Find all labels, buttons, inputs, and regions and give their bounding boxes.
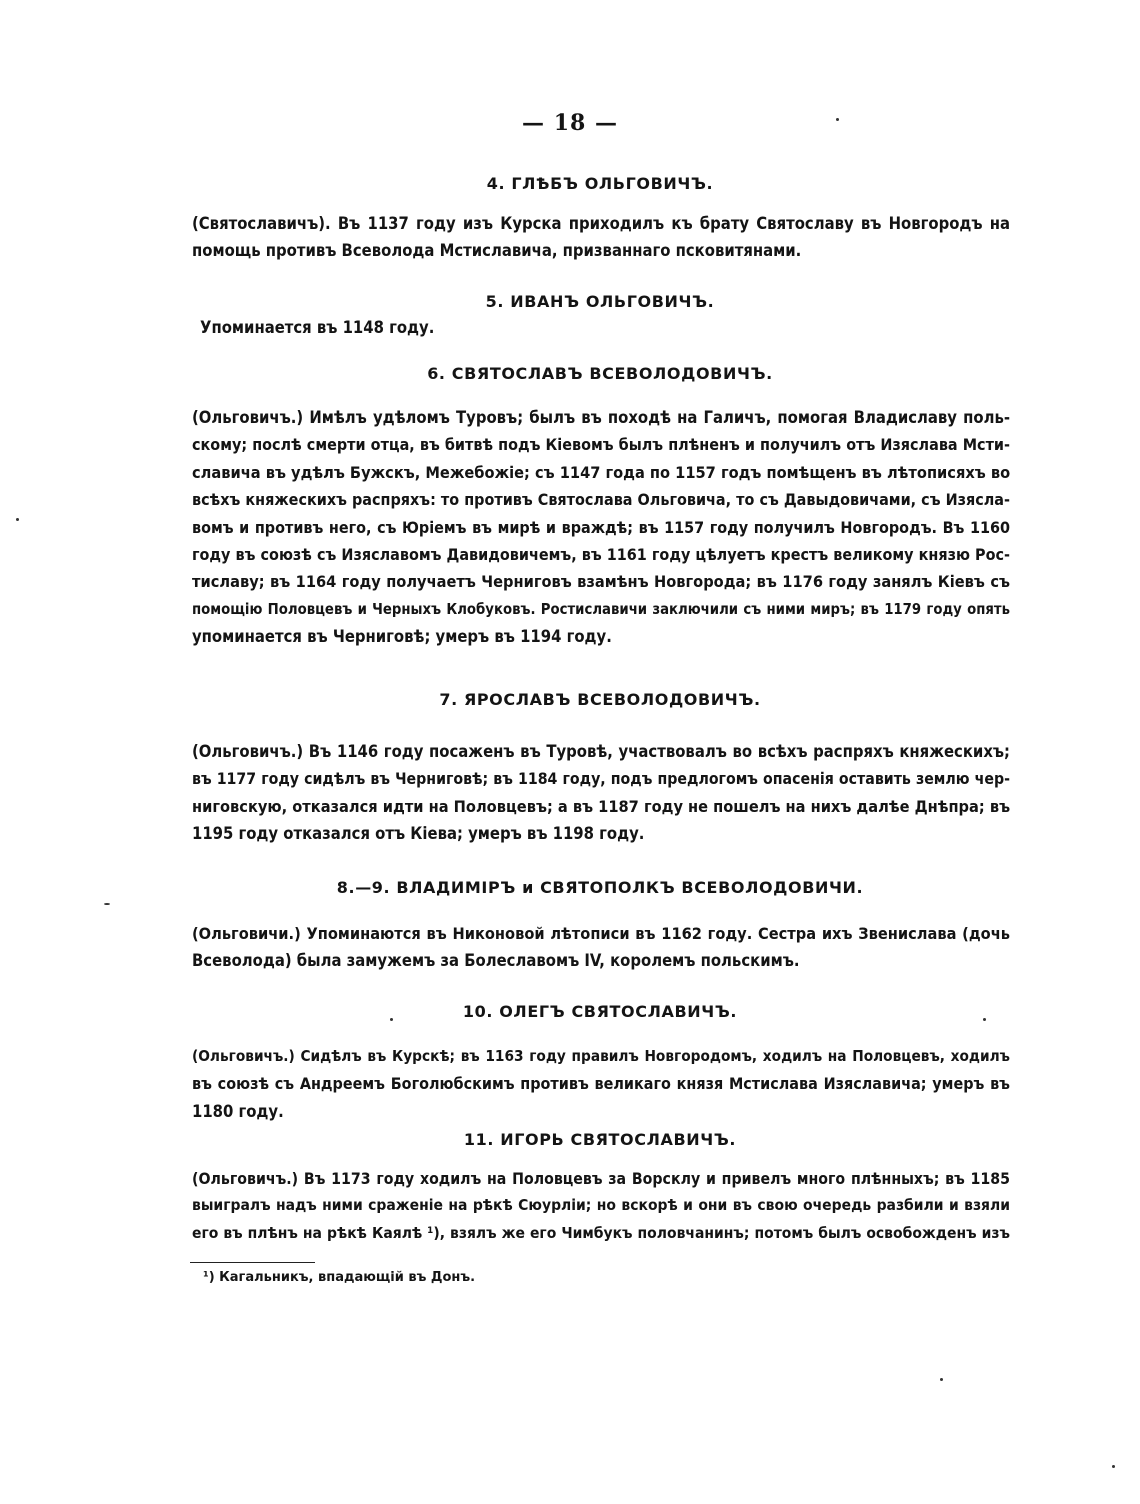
- page-number: — 18 —: [522, 110, 618, 136]
- text-line: вомъ и противъ него, съ Юріемъ въ мирѣ и враждѣ; въ 1157 году получилъ Новгородъ. Въ 1160: [192, 517, 1010, 537]
- scan-speck: [836, 118, 839, 121]
- section-body-10: [192, 1043, 1010, 1125]
- scan-speck: [390, 1018, 393, 1021]
- text-line: тиславу; въ 1164 году получаетъ Черниговъ взамѣнъ Новгорода; въ 1176 году занялъ Кіевъ съ: [192, 572, 1010, 592]
- section-heading-4: 4. ГЛѢБЪ ОЛЬГОВИЧЪ.: [486, 174, 714, 193]
- text-line: (Ольговичъ.) Имѣлъ удѣломъ Туровъ; былъ въ походѣ на Галичъ, помогая Владиславу поль-: [192, 408, 1010, 427]
- text-line: (Ольговичъ.) Сидѣлъ въ Курскѣ; въ 1163 году правилъ Новгородомъ, ходилъ на Половцевъ, ходилъ: [192, 1047, 1010, 1065]
- text-line: въ 1177 году сидѣлъ въ Черниговѣ; въ 1184 году, подъ предлогомъ опасенія оставить землю чер-: [192, 769, 1010, 789]
- section-heading-8-9: 8.—9. ВЛАДИМІРЪ и СВЯТОПОЛКЪ ВСЕВОЛОДОВИЧИ.: [336, 878, 864, 897]
- text-line: славича въ удѣлъ Бужскъ, Межебожіе; съ 1147 года по 1157 годъ помѣщенъ въ лѣтописяхъ во: [192, 462, 1011, 482]
- section-heading-10: 10. ОЛЕГЪ СВЯТОСЛАВИЧЪ.: [462, 1002, 738, 1021]
- text-line: (Святославичъ). Въ 1137 году изъ Курска приходилъ къ брату Святославу въ Новгородъ на: [192, 214, 1010, 233]
- text-line: его въ плѣнъ на рѣкѣ Каялѣ ¹), взялъ же его Чимбукъ половчанинъ; потомъ былъ освобожденъ изъ: [192, 1223, 1010, 1242]
- text-line: году въ союзѣ съ Изяславомъ Давидовичемъ, въ 1161 году цѣлуетъ крестъ великому князю Рос-: [192, 545, 1010, 565]
- section-heading-11: 11. ИГОРЬ СВЯТОСЛАВИЧЪ.: [463, 1130, 737, 1149]
- section-body-4: [192, 210, 1010, 265]
- text-line: помощію Половцевъ и Черныхъ Клобуковъ. Ростиславичи заключили съ ними миръ; въ 1179 году опять: [192, 600, 1010, 618]
- text-line: Упоминается въ 1148 году.: [200, 318, 435, 337]
- scan-speck: [983, 1018, 986, 1021]
- text-line: помощь противъ Всеволода Мстиславича, призваннаго псковитянами.: [192, 241, 802, 261]
- scan-speck: [940, 1378, 943, 1381]
- text-line: (Ольговичи.) Упоминаются въ Никоновой лѣтописи въ 1162 году. Сестра ихъ Звенислава (дочь: [192, 924, 1010, 943]
- scan-speck: [1112, 1465, 1115, 1468]
- text-line: 1180 году.: [192, 1101, 284, 1121]
- text-line: Всеволода) была замужемъ за Болеславомъ IV, королемъ польскимъ.: [192, 951, 800, 971]
- section-heading-5: 5. ИВАНЪ ОЛЬГОВИЧЪ.: [485, 292, 715, 311]
- section-heading-7: 7. ЯРОСЛАВЪ ВСЕВОЛОДОВИЧЪ.: [439, 690, 761, 709]
- text-line: 1195 году отказался отъ Кіева; умеръ въ 1198 году.: [192, 824, 645, 844]
- footnote: ¹) Кагальникъ, впадающій въ Донъ.: [203, 1270, 476, 1285]
- section-body-6: [192, 404, 1010, 651]
- section-body-7: [192, 738, 1010, 848]
- footnote-divider: [190, 1262, 315, 1263]
- section-body-11: [192, 1165, 1010, 1247]
- text-line: скому; послѣ смерти отца, въ битвѣ подъ Кіевомъ былъ плѣненъ и получилъ отъ Изяслава Мсти-: [192, 435, 1010, 455]
- text-line: въ союзѣ съ Андреемъ Боголюбскимъ противъ великаго князя Мстислава Изяславича; умеръ въ: [192, 1074, 1010, 1094]
- section-body-8-9: [192, 920, 1010, 975]
- text-line: всѣхъ княжескихъ распряхъ: то противъ Святослава Ольговича, то съ Давыдовичами, съ Изясла-: [192, 490, 1010, 510]
- scan-speck: [16, 518, 19, 521]
- section-body-5: [200, 314, 1018, 341]
- text-line: упоминается въ Черниговѣ; умеръ въ 1194 году.: [192, 627, 612, 647]
- text-line: выигралъ надъ ними сраженіе на рѣкѣ Сюурліи; но вскорѣ и они въ свою очередь разбили и взяли: [192, 1196, 1010, 1215]
- section-heading-6: 6. СВЯТОСЛАВЪ ВСЕВОЛОДОВИЧЪ.: [427, 364, 773, 383]
- text-line: (Ольговичъ.) Въ 1173 году ходилъ на Половцевъ за Ворсклу и привелъ много плѣнныхъ; въ 1185: [192, 1169, 1010, 1188]
- scan-speck: [104, 903, 110, 905]
- text-line: ниговскую, отказался идти на Половцевъ; а въ 1187 году не пошелъ на нихъ далѣе Днѣпра; въ: [192, 796, 1011, 816]
- text-line: (Ольговичъ.) Въ 1146 году посаженъ въ Туровѣ, участвовалъ во всѣхъ распряхъ княжескихъ;: [192, 742, 1010, 761]
